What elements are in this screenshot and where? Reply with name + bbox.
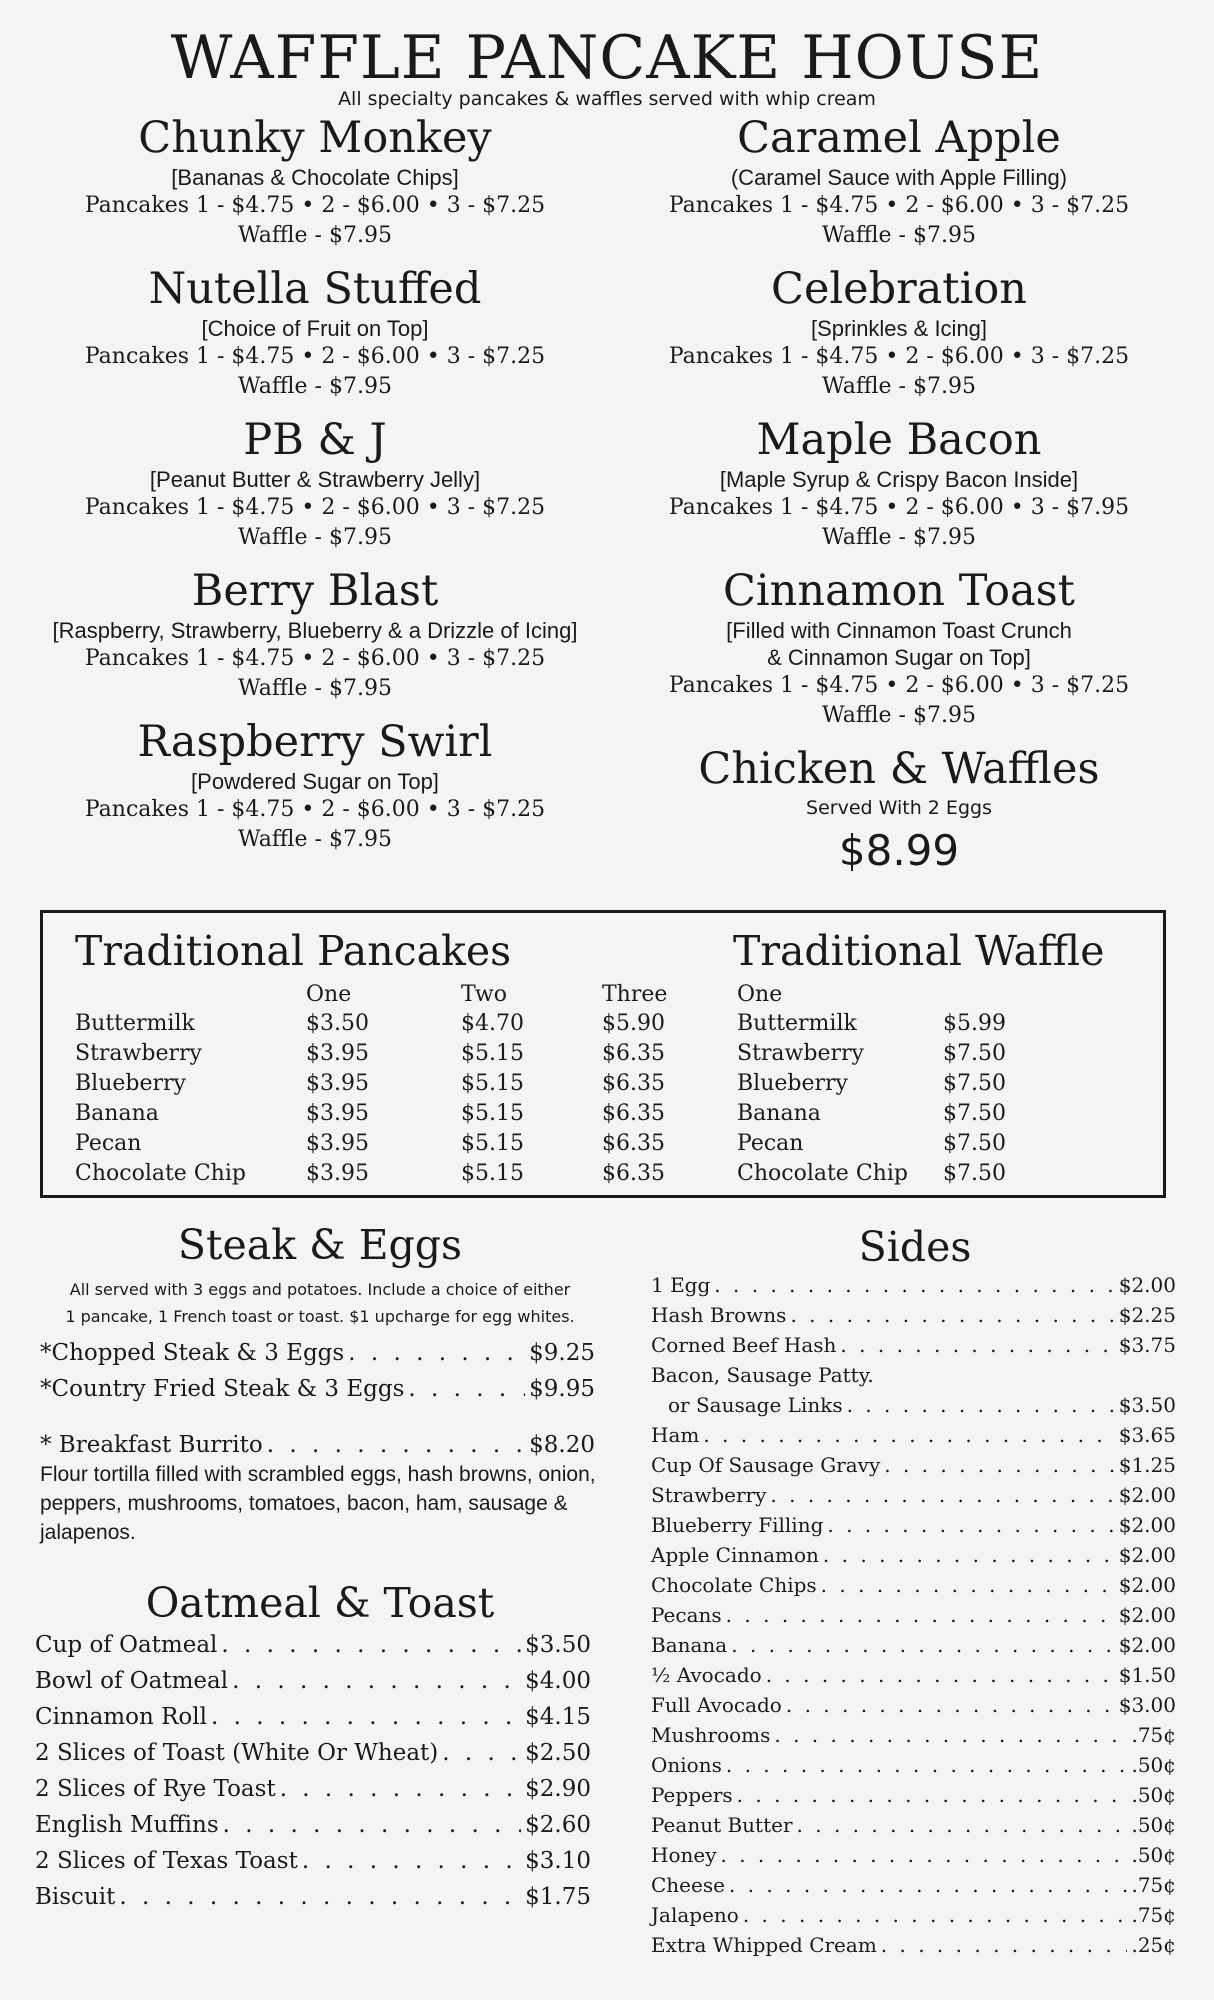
pancake-row-three: $6.35 [602, 1131, 665, 1156]
item-name: Corned Beef Hash [651, 1333, 837, 1357]
dot-leader [840, 1330, 1114, 1360]
side-item [651, 1600, 1176, 1630]
side-item [651, 1690, 1176, 1720]
specialty-name: Celebration [771, 264, 1027, 314]
side-item [651, 1900, 1176, 1930]
waffle-row-name: Strawberry [737, 1041, 864, 1066]
specialty-name: Maple Bacon [756, 415, 1042, 465]
item-name: * Breakfast Burrito [40, 1432, 263, 1458]
specialty-waffle: Waffle - $7.95 [822, 703, 976, 728]
item-name: Chocolate Chips [651, 1573, 817, 1597]
item-name: or Sausage Links [668, 1393, 843, 1417]
pancake-row-two: $5.15 [461, 1101, 524, 1126]
item-name: Jalapeno [651, 1903, 739, 1927]
dot-leader [442, 1736, 521, 1770]
item-name: Extra Whipped Cream [651, 1933, 877, 1957]
side-item [651, 1300, 1176, 1330]
item-name: Cup of Oatmeal [35, 1632, 218, 1658]
waffle-row-name: Buttermilk [737, 1011, 857, 1036]
specialty-desc: [Maple Syrup & Crispy Bacon Inside] [719, 467, 1079, 492]
col-header-three: Three [602, 982, 668, 1007]
item-price: $8.20 [529, 1432, 595, 1458]
specialty-pancakes: Pancakes 1 - $4.75 • 2 - $6.00 • 3 - $7.25 [668, 344, 1130, 369]
menu-item [40, 1372, 595, 1406]
item-name: Strawberry [651, 1483, 767, 1507]
item-price: $1.50 [1118, 1663, 1176, 1687]
specialty-right-column [614, 112, 1184, 879]
specialty-left-column [30, 112, 600, 867]
dot-leader [743, 1900, 1128, 1930]
pancake-row-one: $3.95 [306, 1071, 369, 1096]
traditional-box [40, 910, 1166, 1198]
item-name: 2 Slices of Rye Toast [35, 1776, 276, 1802]
waffle-row-name: Pecan [737, 1131, 804, 1156]
pancake-row-two: $5.15 [461, 1161, 524, 1186]
item-name: Pecans [651, 1603, 722, 1627]
item-name: Full Avocado [651, 1693, 782, 1717]
item-price: .50¢ [1131, 1783, 1176, 1807]
specialty-pancakes: Pancakes 1 - $4.75 • 2 - $6.00 • 3 - $7.95 [668, 495, 1130, 520]
waffle-row-name: Chocolate Chip [737, 1161, 908, 1186]
side-item [651, 1780, 1176, 1810]
chicken-price: $8.99 [838, 826, 960, 875]
item-price: $3.10 [525, 1848, 591, 1874]
item-price: $2.00 [1118, 1513, 1176, 1537]
menu-item [35, 1880, 591, 1914]
item-name: Cheese [651, 1873, 725, 1897]
item-name: Cinnamon Roll [35, 1704, 207, 1730]
item-price: .50¢ [1131, 1813, 1176, 1837]
dot-leader [884, 1450, 1114, 1480]
pancake-row-three: $6.35 [602, 1161, 665, 1186]
specialty-item [30, 112, 600, 251]
waffle-row-price: $7.50 [943, 1131, 1006, 1156]
item-name: Bowl of Oatmeal [35, 1668, 229, 1694]
item-name: Hash Browns [651, 1303, 787, 1327]
item-price: .75¢ [1131, 1903, 1176, 1927]
item-name: *Chopped Steak & 3 Eggs [40, 1340, 345, 1366]
item-price: $9.95 [529, 1376, 595, 1402]
specialty-pancakes: Pancakes 1 - $4.75 • 2 - $6.00 • 3 - $7.25 [84, 344, 546, 369]
specialty-name: Caramel Apple [737, 113, 1061, 163]
dot-leader [302, 1844, 521, 1878]
item-price: $2.00 [1118, 1573, 1176, 1597]
dot-leader [881, 1930, 1128, 1960]
item-price: $4.00 [525, 1668, 591, 1694]
col-header-one: One [306, 982, 352, 1007]
chicken-sub: Served With 2 Eggs [806, 797, 992, 819]
dot-leader [729, 1870, 1128, 1900]
specialty-waffle: Waffle - $7.95 [238, 223, 392, 248]
side-item [668, 1390, 1176, 1420]
dot-leader [221, 1628, 521, 1662]
steak-note-2: 1 pancake, 1 French toast or toast. $1 upcharge for egg whites. [65, 1307, 575, 1326]
dot-leader [766, 1660, 1115, 1690]
specialty-waffle: Waffle - $7.95 [822, 525, 976, 550]
dot-leader [223, 1808, 522, 1842]
specialty-desc: [Sprinkles & Icing] [810, 316, 988, 341]
steak-title: Steak & Eggs [177, 1221, 463, 1269]
pancake-row-name: Pecan [75, 1131, 142, 1156]
specialty-name: Raspberry Swirl [137, 717, 493, 767]
item-name: Ham [651, 1423, 700, 1447]
pancake-row-one: $3.95 [306, 1041, 369, 1066]
specialty-desc-line2: & Cinnamon Sugar on Top] [767, 645, 1031, 670]
dot-leader [827, 1510, 1114, 1540]
item-name: English Muffins [35, 1812, 219, 1838]
dot-leader [786, 1690, 1115, 1720]
item-name: Blueberry Filling [651, 1513, 824, 1537]
pancake-row-name: Buttermilk [75, 1011, 195, 1036]
dot-leader [821, 1570, 1115, 1600]
waffle-row-price: $7.50 [943, 1161, 1006, 1186]
specialty-desc: [Powdered Sugar on Top] [191, 769, 439, 794]
dot-leader [119, 1880, 521, 1914]
specialty-waffle: Waffle - $7.95 [822, 374, 976, 399]
pancake-row-one: $3.95 [306, 1101, 369, 1126]
menu-item [40, 1336, 595, 1370]
side-item [651, 1540, 1176, 1570]
item-name: Banana [651, 1633, 728, 1657]
pancake-row-name: Strawberry [75, 1041, 202, 1066]
dot-leader [737, 1780, 1128, 1810]
item-name: Onions [651, 1753, 722, 1777]
item-price: .75¢ [1131, 1723, 1176, 1747]
side-item [651, 1270, 1176, 1300]
specialty-name: Cinnamon Toast [723, 566, 1075, 616]
menu-item [35, 1808, 591, 1842]
side-item [651, 1720, 1176, 1750]
item-price: $4.15 [525, 1704, 591, 1730]
dot-leader [823, 1540, 1115, 1570]
specialty-item [30, 565, 600, 704]
item-price: $2.50 [525, 1740, 591, 1766]
menu-item [35, 1844, 591, 1878]
specialty-desc: [Bananas & Chocolate Chips] [171, 165, 459, 190]
waffle-row-price: $7.50 [943, 1071, 1006, 1096]
dot-leader [721, 1840, 1128, 1870]
item-name: *Country Fried Steak & 3 Eggs [40, 1376, 405, 1402]
item-name: 2 Slices of Texas Toast [35, 1848, 298, 1874]
pancake-row-name: Chocolate Chip [75, 1161, 246, 1186]
dot-leader [211, 1700, 521, 1734]
item-name: 1 Egg [651, 1273, 711, 1297]
side-item [651, 1570, 1176, 1600]
pancake-row-two: $5.15 [461, 1071, 524, 1096]
side-item [651, 1630, 1176, 1660]
dot-leader [847, 1390, 1115, 1420]
specialty-waffle: Waffle - $7.95 [238, 676, 392, 701]
specialty-name: Chunky Monkey [138, 113, 492, 163]
item-price: $1.25 [1118, 1453, 1176, 1477]
item-price: $2.00 [1118, 1273, 1176, 1297]
waffle-row-price: $5.99 [943, 1011, 1006, 1036]
specialty-name: Nutella Stuffed [148, 264, 482, 314]
pancake-row-three: $6.35 [602, 1071, 665, 1096]
item-name: ½ Avocado [651, 1663, 762, 1687]
side-item [651, 1810, 1176, 1840]
specialty-waffle: Waffle - $7.95 [822, 223, 976, 248]
specialty-pancakes: Pancakes 1 - $4.75 • 2 - $6.00 • 3 - $7.25 [84, 646, 546, 671]
side-item [651, 1420, 1176, 1450]
waffle-row-name: Banana [737, 1101, 821, 1126]
item-price: $1.75 [525, 1884, 591, 1910]
specialty-desc: [Choice of Fruit on Top] [201, 316, 429, 341]
item-name: Peanut Butter [651, 1813, 793, 1837]
item-name: 2 Slices of Toast (White Or Wheat) [35, 1740, 439, 1766]
pancake-row-name: Banana [75, 1101, 159, 1126]
side-item [651, 1930, 1176, 1960]
menu-item [35, 1736, 591, 1770]
dot-leader [774, 1720, 1127, 1750]
specialty-pancakes: Pancakes 1 - $4.75 • 2 - $6.00 • 3 - $7.25 [668, 673, 1130, 698]
dot-leader [770, 1480, 1114, 1510]
chicken-name: Chicken & Waffles [698, 744, 1100, 794]
item-price: $2.00 [1118, 1483, 1176, 1507]
waffle-col-header-one: One [737, 982, 783, 1007]
specialty-desc: [Raspberry, Strawberry, Blueberry & a Drizzle of Icing] [52, 618, 578, 643]
item-price: .25¢ [1131, 1933, 1176, 1957]
specialty-pancakes: Pancakes 1 - $4.75 • 2 - $6.00 • 3 - $7.25 [668, 193, 1130, 218]
specialty-name: PB & J [243, 415, 387, 465]
specialty-waffle: Waffle - $7.95 [238, 374, 392, 399]
item-price: $2.00 [1118, 1633, 1176, 1657]
side-item [651, 1510, 1176, 1540]
item-price: .50¢ [1131, 1843, 1176, 1867]
pancake-row-three: $5.90 [602, 1011, 665, 1036]
pancake-row-three: $6.35 [602, 1101, 665, 1126]
item-name: Honey [651, 1843, 717, 1867]
specialty-item [30, 414, 600, 553]
item-name: Peppers [651, 1783, 733, 1807]
waffle-row-name: Blueberry [737, 1071, 848, 1096]
item-price: $2.25 [1118, 1303, 1176, 1327]
pancake-row-name: Blueberry [75, 1071, 186, 1096]
dot-leader [408, 1372, 525, 1406]
item-price: .75¢ [1131, 1873, 1176, 1897]
dot-leader [726, 1750, 1128, 1780]
specialty-waffle: Waffle - $7.95 [238, 525, 392, 550]
item-name: Cup Of Sausage Gravy [651, 1453, 881, 1477]
specialty-item [614, 565, 1184, 731]
pancake-row-two: $5.15 [461, 1131, 524, 1156]
burrito-desc: Flour tortilla filled with scrambled eggs, hash browns, onion, peppers, mushrooms, tomatoes, bacon, ham, sausage & jalapenos. [40, 1463, 596, 1544]
item-price: $2.00 [1118, 1543, 1176, 1567]
dot-leader [797, 1810, 1128, 1840]
specialty-pancakes: Pancakes 1 - $4.75 • 2 - $6.00 • 3 - $7.25 [84, 495, 546, 520]
dot-leader [280, 1772, 521, 1806]
specialty-waffle: Waffle - $7.95 [238, 827, 392, 852]
dot-leader [348, 1336, 525, 1370]
side-item [651, 1480, 1176, 1510]
side-item [651, 1330, 1176, 1360]
item-price: $3.75 [1118, 1333, 1176, 1357]
menu-item [35, 1772, 591, 1806]
specialty-item [614, 414, 1184, 553]
pancake-row-one: $3.50 [306, 1011, 369, 1036]
col-header-two: Two [461, 982, 507, 1007]
dot-leader [232, 1664, 521, 1698]
oatmeal-title: Oatmeal & Toast [145, 1579, 495, 1627]
specialty-desc: (Caramel Sauce with Apple Filling) [730, 165, 1068, 190]
menu-subtitle: All specialty pancakes & waffles served with whip cream [338, 88, 876, 110]
item-price: $3.00 [1118, 1693, 1176, 1717]
chicken-waffles [614, 743, 1184, 879]
side-item [651, 1450, 1176, 1480]
waffle-row-price: $7.50 [943, 1101, 1006, 1126]
pancake-row-one: $3.95 [306, 1131, 369, 1156]
dot-leader [267, 1428, 525, 1462]
specialty-name: Berry Blast [191, 566, 439, 616]
dot-leader [731, 1630, 1115, 1660]
item-price: $9.25 [529, 1340, 595, 1366]
item-name: Mushrooms [651, 1723, 771, 1747]
item-price: $3.50 [1118, 1393, 1176, 1417]
dot-leader [790, 1300, 1114, 1330]
side-item-bacon-line1: Bacon, Sausage Patty. [651, 1363, 874, 1387]
specialty-item [614, 112, 1184, 251]
pancake-row-two: $5.15 [461, 1041, 524, 1066]
item-price: $2.90 [525, 1776, 591, 1802]
dot-leader [726, 1600, 1115, 1630]
pancake-row-three: $6.35 [602, 1041, 665, 1066]
item-name: Apple Cinnamon [651, 1543, 819, 1567]
side-item [651, 1840, 1176, 1870]
specialty-pancakes: Pancakes 1 - $4.75 • 2 - $6.00 • 3 - $7.25 [84, 193, 546, 218]
steak-note-1: All served with 3 eggs and potatoes. Include a choice of either [69, 1280, 571, 1299]
dot-leader [714, 1270, 1114, 1300]
traditional-pancakes-title: Traditional Pancakes [75, 927, 512, 975]
menu-title: WAFFLE PANCAKE HOUSE [170, 23, 1044, 93]
item-price: $2.60 [525, 1812, 591, 1838]
item-price: $2.00 [1118, 1603, 1176, 1627]
sides-title: Sides [858, 1223, 972, 1271]
item-price: $3.50 [525, 1632, 591, 1658]
specialty-pancakes: Pancakes 1 - $4.75 • 2 - $6.00 • 3 - $7.25 [84, 797, 546, 822]
menu-item [35, 1664, 591, 1698]
item-name: Biscuit [35, 1884, 116, 1910]
item-price: .50¢ [1131, 1753, 1176, 1777]
side-item [651, 1870, 1176, 1900]
specialty-item [30, 263, 600, 402]
menu-item [35, 1700, 591, 1734]
item-price: $3.65 [1118, 1423, 1176, 1447]
menu-item [40, 1428, 595, 1462]
pancake-row-one: $3.95 [306, 1161, 369, 1186]
waffle-row-price: $7.50 [943, 1041, 1006, 1066]
side-item [651, 1750, 1176, 1780]
traditional-waffle-title: Traditional Waffle [733, 927, 1105, 975]
specialty-desc: [Filled with Cinnamon Toast Crunch [726, 618, 1072, 643]
dot-leader [703, 1420, 1114, 1450]
pancake-row-two: $4.70 [461, 1011, 524, 1036]
specialty-item [30, 716, 600, 855]
specialty-item [614, 263, 1184, 402]
side-item [651, 1660, 1176, 1690]
specialty-desc: [Peanut Butter & Strawberry Jelly] [149, 467, 481, 492]
menu-item [35, 1628, 591, 1662]
